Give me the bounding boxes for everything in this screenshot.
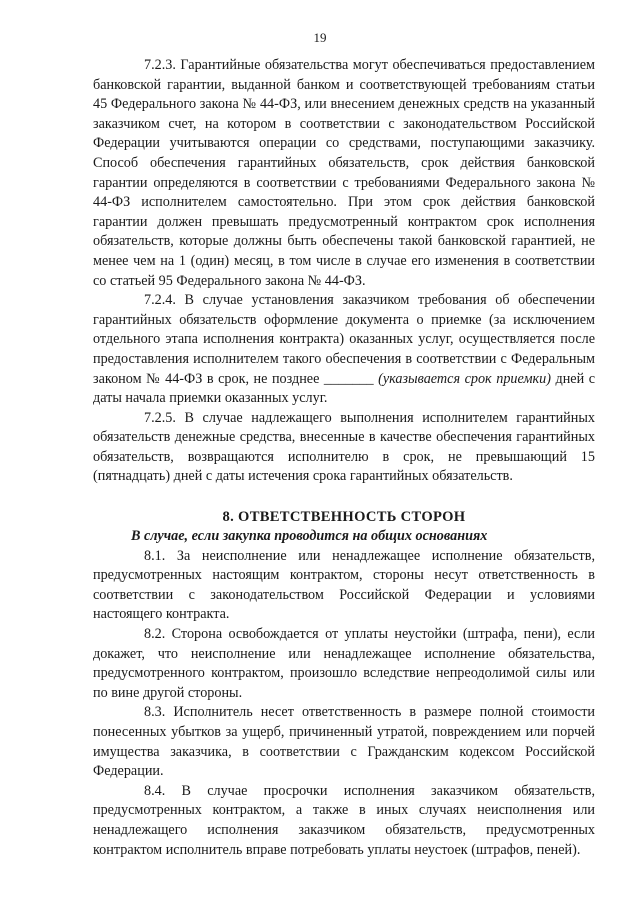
clause-7-2-3: 7.2.3. Гарантийные обязательства могут обеспечиваться предоставлением банковской гарантии, выданной банком и соответствующей требованиям статьи 45 Федерального закона № 44-ФЗ, или внесением денежных средств на указанный заказчиком счет, на котором в соответствии с законодательством Российской Федерации учитываются операции со средствами, поступающими заказчику. Способ обеспечения гарантийных обязательств, срок действия банковской гарантии определяются в соответствии с требованиями Федерального закона № 44-ФЗ исполнителем самостоятельно. При этом срок действия банковской гарантии должен превышать предусмотренный контрактом срок исполнения обязательств, которые должны быть обеспечены такой банковской гарантией, не менее чем на 1 (один) месяц, в том числе в случае его изменения в соответствии со статьей 95 Федерального закона № 44-ФЗ. <box>93 57 595 289</box>
clause-8-3: 8.3. Исполнитель несет ответственность в размере полной стоимости понесенных убытков за ущерб, причиненный утратой, повреждением или порчей имущества заказчика, в соответствии с Гражданским кодексом Российской Федерации. <box>93 704 595 780</box>
clause-7-2-4 <box>93 291 595 409</box>
clause-8-4: 8.4. В случае просрочки исполнения заказчиком обязательств, предусмотренных контрактом, а также в иных случаях неисполнения или ненадлежащего исполнения заказчиком обязательств, предусмотренных контрактом исполнитель вправе потребовать уплаты неустоек (штрафов, пеней). <box>93 782 595 858</box>
clause-8-1: 8.1. За неисполнение или ненадлежащее исполнение обязательств, предусмотренных настоящим контрактом, стороны несут ответственность в соответствии с законодательством Российской Федерации и условиями настоящего контракта. <box>93 547 595 623</box>
section-8-title: 8. ОТВЕТСТВЕННОСТЬ СТОРОН <box>222 509 466 526</box>
clause-7-2-4-ending: дней с даты начала приемки оказанных услуг. <box>93 370 596 407</box>
section-8-subtitle: В случае, если закупка проводится на общих основаниях <box>131 528 488 545</box>
clause-7-2-5: 7.2.5. В случае надлежащего выполнения исполнителем гарантийных обязательств денежные средства, внесенные в качестве обеспечения гарантийных обязательств, возвращаются исполнителю в срок, не превышающий 15 (пятнадцать) дней с даты истечения срока гарантийных обязательств. <box>93 409 595 485</box>
page-number: 19 <box>313 30 327 45</box>
acceptance-term-hint: (указывается срок приемки) <box>378 370 551 387</box>
clause-7-2-4-text: 7.2.4. В случае установления заказчиком требования об обеспечении гарантийных обязательств оформление документа о приемке (за исключением отдельного этапа исполнения контракта) оказанных услуг, осуществляется после предоставления исполнителем такого обеспечения в соответствии с Федеральным законом № 44-ФЗ в срок, не позднее <box>93 292 595 387</box>
acceptance-term-blank: _______ <box>323 370 374 387</box>
page-content <box>93 56 595 860</box>
clause-8-2: 8.2. Сторона освобождается от уплаты неустойки (штрафа, пени), если докажет, что неисполнение или ненадлежащее исполнение обязательства, предусмотренного контрактом, произошло вследствие непреодолимой силы или по вине другой стороны. <box>93 626 595 701</box>
